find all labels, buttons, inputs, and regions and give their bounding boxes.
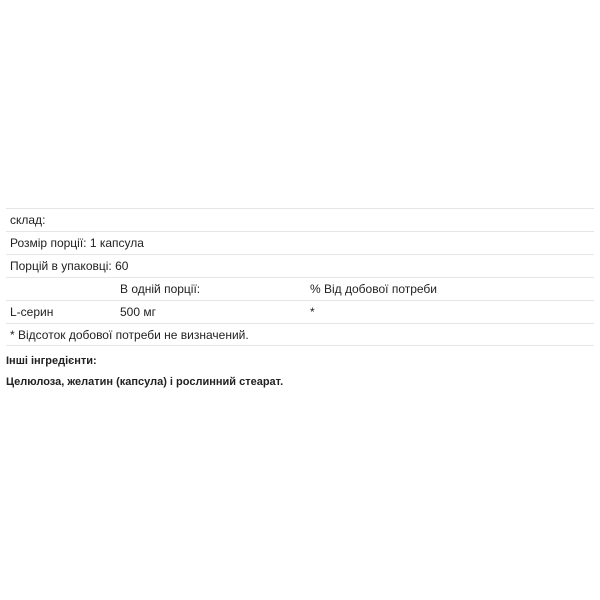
servings-per-container-row: [6, 254, 594, 277]
per-serving-column-header: В одній порції:: [120, 282, 201, 296]
supplement-facts-table: [6, 208, 594, 346]
ingredient-name: L-серин: [10, 305, 54, 319]
daily-value-column-header: % Від добової потреби: [310, 282, 438, 296]
other-ingredients-text: Целюлоза, желатин (капсула) і рослинний стеарат.: [6, 376, 284, 388]
ingredient-amount: 500 мг: [120, 305, 156, 319]
serving-size-row: [6, 231, 594, 254]
footnote-row: [6, 323, 594, 346]
column-header-row: [6, 277, 594, 300]
table-header-row: [6, 208, 594, 231]
footnote-text: * Відсоток добової потреби не визначений.: [10, 328, 249, 342]
servings-per-container-text: Порцій в упаковці: 60: [10, 259, 129, 273]
composition-heading: склад:: [10, 213, 46, 227]
other-ingredients-title: Інші інгредієнти:: [6, 355, 97, 367]
ingredient-row: [6, 300, 594, 323]
serving-size-text: Розмір порції: 1 капсула: [10, 236, 144, 250]
ingredient-daily-value: *: [310, 305, 315, 319]
